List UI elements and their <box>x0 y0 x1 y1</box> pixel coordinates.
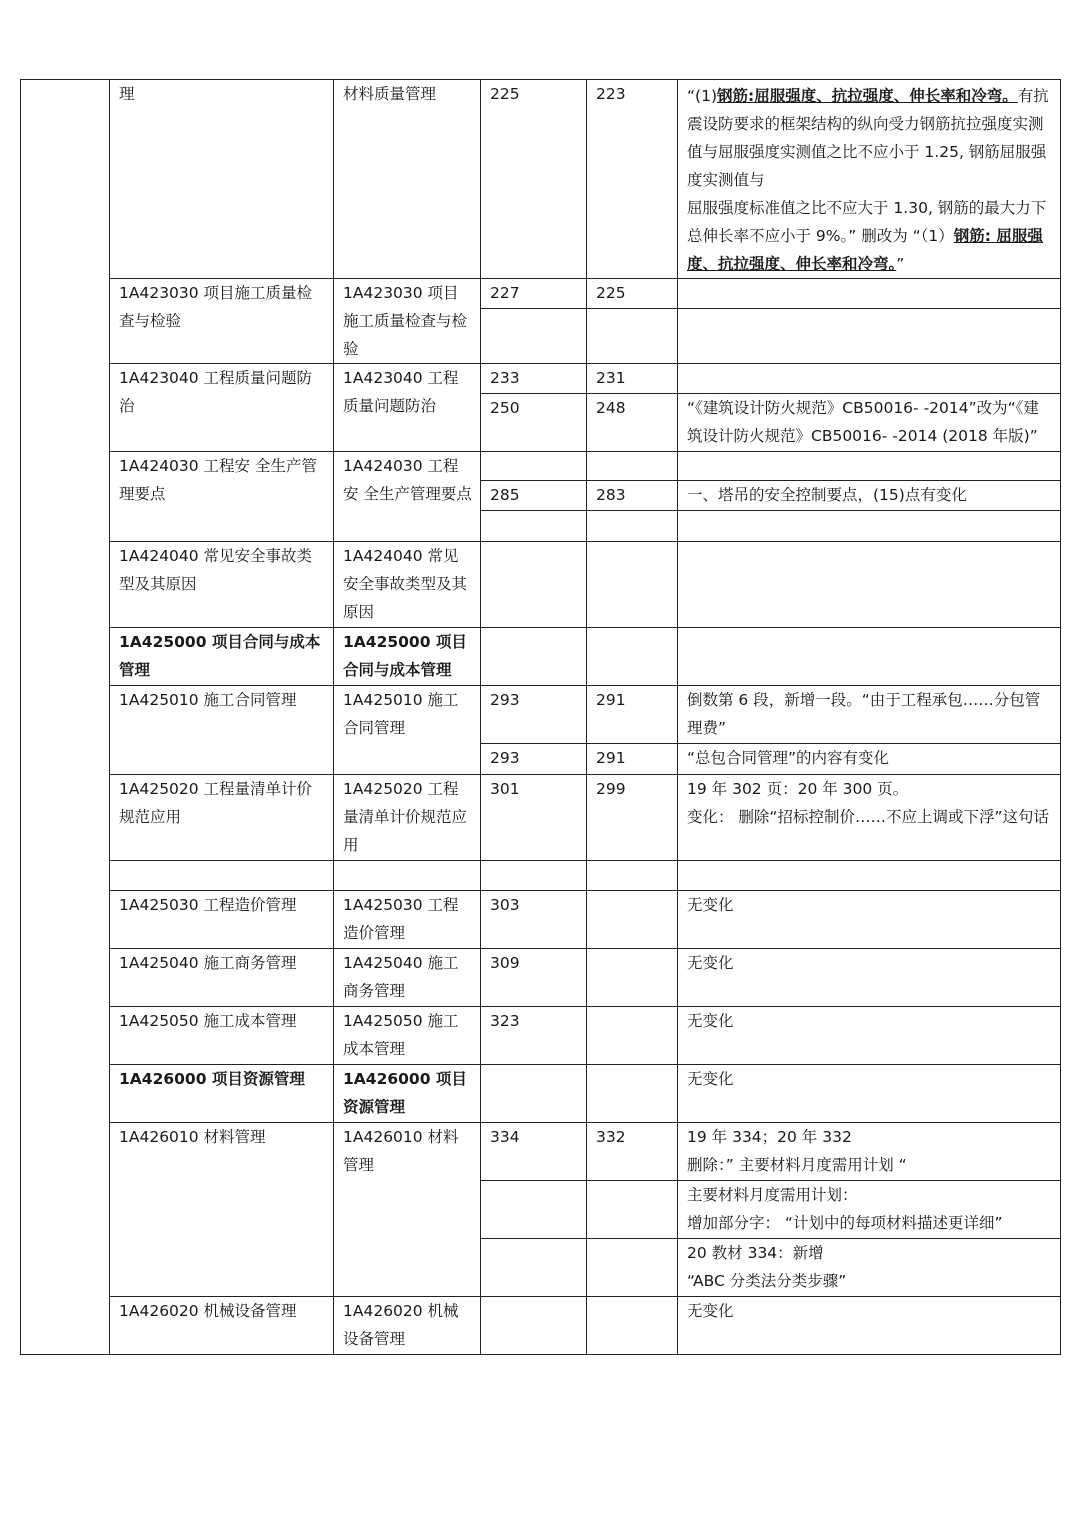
section-name-cell: 1A424040 常见安全事故类型及其原因 <box>110 542 334 628</box>
change-note-cell: 一、塔吊的安全控制要点，(15)点有变化 <box>678 481 1061 511</box>
change-note-cell <box>678 1123 1061 1181</box>
change-note-cell: 无变化 <box>678 1007 1061 1065</box>
note-line-1: 19 年 334；20 年 332 <box>687 1128 852 1146</box>
new-section-name-cell: 1A424040 常见安全事故类型及其原因 <box>334 542 481 628</box>
section-name-cell: 1A426010 材料管理 <box>110 1123 334 1297</box>
page-2019-cell: 334 <box>481 1123 587 1181</box>
page-2020-cell <box>587 452 678 481</box>
table-row <box>21 861 1061 891</box>
new-section-name-cell: 1A425000 项目合同与成本管理 <box>334 628 481 686</box>
new-section-name-cell: 1A426000 项目资源管理 <box>334 1065 481 1123</box>
page-2019-cell: 227 <box>481 279 587 309</box>
page-2019-cell: 250 <box>481 394 587 452</box>
change-note-cell <box>678 1239 1061 1297</box>
page-2019-cell: 293 <box>481 744 587 775</box>
page-2019-cell: 323 <box>481 1007 587 1065</box>
page-2020-cell: 248 <box>587 394 678 452</box>
note-text-2: 屈服强度标准值之比不应大于 1.30, 钢筋的最大力下总伸长率不应小于 9%。” 删改为 “（1） <box>687 199 1047 245</box>
page-2019-cell <box>481 1297 587 1355</box>
section-name-cell: 1A423030 项目施工质量检查与检验 <box>110 279 334 364</box>
page-2019-cell <box>481 452 587 481</box>
note-line-1: 20 教材 334：新增 <box>687 1244 824 1262</box>
page-2019-cell <box>481 861 587 891</box>
page-2019-cell: 301 <box>481 775 587 861</box>
section-name-cell <box>110 861 334 891</box>
left-margin-cell <box>21 80 110 1355</box>
page-2020-cell: 225 <box>587 279 678 309</box>
section-name-cell: 1A424030 工程安 全生产管理要点 <box>110 452 334 542</box>
page-2019-cell <box>481 1181 587 1239</box>
page-2020-cell: 291 <box>587 744 678 775</box>
table-row <box>21 949 1061 1007</box>
section-name-cell: 1A425030 工程造价管理 <box>110 891 334 949</box>
page-2019-cell <box>481 1065 587 1123</box>
change-note-cell <box>678 861 1061 891</box>
change-note-cell: 无变化 <box>678 1297 1061 1355</box>
page-2019-cell: 233 <box>481 364 587 394</box>
note-open-quote: “(1) <box>687 87 717 105</box>
table-row <box>21 628 1061 686</box>
change-note-cell <box>678 775 1061 861</box>
page-2020-cell <box>587 1239 678 1297</box>
change-note-cell <box>678 628 1061 686</box>
change-note-cell <box>678 279 1061 309</box>
new-section-name-cell: 1A425020 工程量清单计价规范应用 <box>334 775 481 861</box>
page-2020-cell: 223 <box>587 80 678 279</box>
page-2020-cell: 299 <box>587 775 678 861</box>
note-line-1: 主要材料月度需用计划： <box>687 1186 858 1204</box>
new-section-name-cell: 1A424030 工程安 全生产管理要点 <box>334 452 481 542</box>
new-section-name-cell: 1A425040 施工商务管理 <box>334 949 481 1007</box>
new-section-name-cell: 1A423040 工程质量问题防治 <box>334 364 481 452</box>
note-close-quote: ” <box>896 255 905 273</box>
note-line-1: 19 年 302 页：20 年 300 页。 <box>687 780 909 798</box>
section-name-cell: 理 <box>110 80 334 279</box>
change-note-cell <box>678 452 1061 481</box>
new-section-name-cell: 1A425050 施工成本管理 <box>334 1007 481 1065</box>
new-section-name-cell: 1A426010 材料管理 <box>334 1123 481 1297</box>
change-note-cell: 无变化 <box>678 949 1061 1007</box>
table-row <box>21 775 1061 861</box>
change-note-cell <box>678 80 1061 279</box>
page-2020-cell <box>587 1007 678 1065</box>
page-2020-cell <box>587 542 678 628</box>
page-2020-cell <box>587 861 678 891</box>
note-bold-rebar-2: 钢筋: 屈服强度、抗拉强度、伸长率和冷弯。 <box>687 227 1043 273</box>
table-row <box>21 80 1061 279</box>
table-row <box>21 686 1061 744</box>
table-row <box>21 1297 1061 1355</box>
page-2019-cell: 309 <box>481 949 587 1007</box>
section-name-cell: 1A425010 施工合同管理 <box>110 686 334 775</box>
table-row <box>21 1007 1061 1065</box>
page-2020-cell <box>587 1065 678 1123</box>
new-section-name-cell: 1A425030 工程造价管理 <box>334 891 481 949</box>
change-note-cell: 无变化 <box>678 1065 1061 1123</box>
page-2019-cell <box>481 511 587 542</box>
page-2020-cell <box>587 1181 678 1239</box>
section-name-cell: 1A425050 施工成本管理 <box>110 1007 334 1065</box>
note-text-2-wrap <box>687 194 1054 278</box>
page-2020-cell <box>587 511 678 542</box>
new-section-name-cell: 1A425010 施工合同管理 <box>334 686 481 775</box>
change-note-cell: 倒数第 6 段，新增一段。“由于工程承包……分包管理费” <box>678 686 1061 744</box>
page-2020-cell <box>587 309 678 364</box>
note-bold-rebar: 钢筋:屈服强度、抗拉强度、伸长率和冷弯。 <box>717 87 1018 105</box>
page-2019-cell <box>481 628 587 686</box>
note-line-2: 增加部分字： “计划中的每项材料描述更详细” <box>687 1214 1003 1232</box>
page-2019-cell <box>481 309 587 364</box>
change-note-cell <box>678 542 1061 628</box>
page-2020-cell: 291 <box>587 686 678 744</box>
table-row <box>21 891 1061 949</box>
table-row <box>21 542 1061 628</box>
section-name-cell: 1A425040 施工商务管理 <box>110 949 334 1007</box>
page-2019-cell: 285 <box>481 481 587 511</box>
page-2020-cell: 283 <box>587 481 678 511</box>
page-2020-cell: 332 <box>587 1123 678 1181</box>
new-section-name-cell <box>334 861 481 891</box>
page-2020-cell <box>587 949 678 1007</box>
section-name-cell: 1A425000 项目合同与成本管理 <box>110 628 334 686</box>
change-note-cell <box>678 309 1061 364</box>
change-comparison-table <box>20 79 1061 1355</box>
page-2019-cell: 225 <box>481 80 587 279</box>
change-note-cell <box>678 511 1061 542</box>
page-2020-cell <box>587 891 678 949</box>
page-2019-cell <box>481 542 587 628</box>
table-row <box>21 279 1061 309</box>
page-2020-cell <box>587 628 678 686</box>
page-2020-cell: 231 <box>587 364 678 394</box>
page-2019-cell: 293 <box>481 686 587 744</box>
section-name-cell: 1A425020 工程量清单计价规范应用 <box>110 775 334 861</box>
page-2020-cell <box>587 1297 678 1355</box>
section-name-cell: 1A423040 工程质量问题防治 <box>110 364 334 452</box>
note-text-1: 有抗震设防要求的框架结构的纵向受力钢筋抗拉强度实测值与屈服强度实测值之比不应小于 1.25, 钢筋屈服强度实测值与 <box>687 87 1049 189</box>
new-section-name-cell: 材料质量管理 <box>334 80 481 279</box>
note-line-2: 变化： 删除“招标控制价……不应上调或下浮”这句话 <box>687 808 1049 826</box>
change-note-cell: “总包合同管理”的内容有变化 <box>678 744 1061 775</box>
table-row <box>21 1123 1061 1181</box>
table-row <box>21 364 1061 394</box>
table-row <box>21 1065 1061 1123</box>
page-2019-cell: 303 <box>481 891 587 949</box>
change-note-cell: “《建筑设计防火规范》CB50016- -2014”改为“《建筑设计防火规范》CB50016- -2014 (2018 年版)” <box>678 394 1061 452</box>
change-note-cell <box>678 1181 1061 1239</box>
new-section-name-cell: 1A423030 项目施工质量检查与检验 <box>334 279 481 364</box>
new-section-name-cell: 1A426020 机械设备管理 <box>334 1297 481 1355</box>
section-name-cell: 1A426000 项目资源管理 <box>110 1065 334 1123</box>
change-note-cell: 无变化 <box>678 891 1061 949</box>
section-name-cell: 1A426020 机械设备管理 <box>110 1297 334 1355</box>
table-row <box>21 452 1061 481</box>
note-line-2: “ABC 分类法分类步骤” <box>687 1272 847 1290</box>
page-2019-cell <box>481 1239 587 1297</box>
change-note-cell <box>678 364 1061 394</box>
note-line-2: 删除：” 主要材料月度需用计划 “ <box>687 1156 907 1174</box>
